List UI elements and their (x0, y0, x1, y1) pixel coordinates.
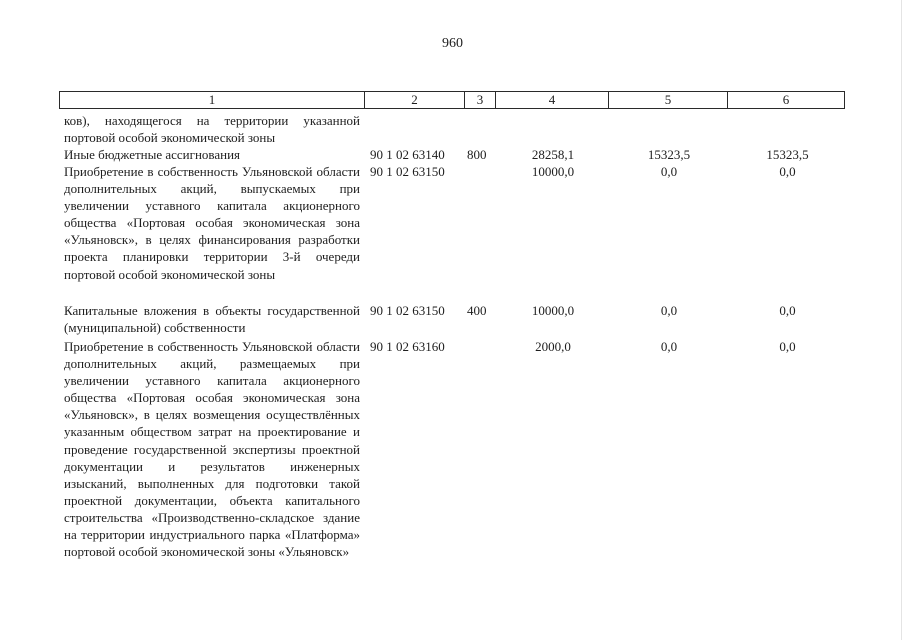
row-amount-col4: 2000,0 (535, 339, 571, 354)
row-description: ков), находящегося на территории указанной портовой особой экономической зоны (64, 113, 360, 146)
page-number: 960 (442, 36, 463, 51)
row-description: Капитальные вложения в объекты государственной (муниципальной) собственности (64, 303, 360, 336)
row-amount-col6: 0,0 (779, 303, 796, 318)
column-header-6: 6 (782, 92, 790, 107)
row-code: 90 1 02 63140 (370, 147, 445, 162)
column-header-5: 5 (664, 92, 672, 107)
row-code: 90 1 02 63150 (370, 164, 445, 179)
row-amount-col4: 10000,0 (531, 303, 575, 318)
row-amount-col6: 0,0 (779, 339, 796, 354)
row-amount-col5: 0,0 (660, 339, 678, 354)
column-header-4: 4 (548, 92, 556, 107)
row-description: Приобретение в собственность Ульяновской области дополнительных акций, выпускаемых при увеличении уставного капитала акционерного общества «Портовая особая экономическая зона «Ульяновск», в целях финансирования разработки проекта планировки территории 3-й очереди портовой особой экономической зоны (64, 164, 360, 282)
row-amount-col5: 15323,5 (647, 147, 691, 162)
row-amount-col6: 15323,5 (766, 147, 809, 162)
row-code: 90 1 02 63160 (370, 339, 445, 354)
row-expense-type: 800 (467, 147, 487, 162)
row-description: Приобретение в собственность Ульяновской области дополнительных акций, размещаемых при увеличении уставного капитала акционерного общества «Портовая особая экономическая зона «Ульяновск», в целях возмещения осуществлённых указанным обществом затрат на проектирование и проведение государственной экспертизы проектной документации и результатов инженерных изысканий, выполненных для подготовки такой проектной документации, объекта капитального строительства «Производственно-складское здание на территории индустриального парка «Платформа» портовой особой экономической зоны «Ульяновск» (64, 339, 360, 560)
row-amount-col4: 10000,0 (531, 164, 575, 179)
column-header-1: 1 (208, 92, 216, 107)
row-expense-type: 400 (467, 303, 487, 318)
row-amount-col5: 0,0 (660, 164, 678, 179)
column-header-2: 2 (411, 92, 418, 107)
row-amount-col4: 28258,1 (531, 147, 575, 162)
row-amount-col6: 0,0 (779, 164, 796, 179)
row-amount-col5: 0,0 (660, 303, 678, 318)
column-header-3: 3 (476, 92, 484, 107)
page-edge (901, 0, 902, 640)
row-description: Иные бюджетные ассигнования (64, 147, 241, 162)
row-code: 90 1 02 63150 (370, 303, 445, 318)
